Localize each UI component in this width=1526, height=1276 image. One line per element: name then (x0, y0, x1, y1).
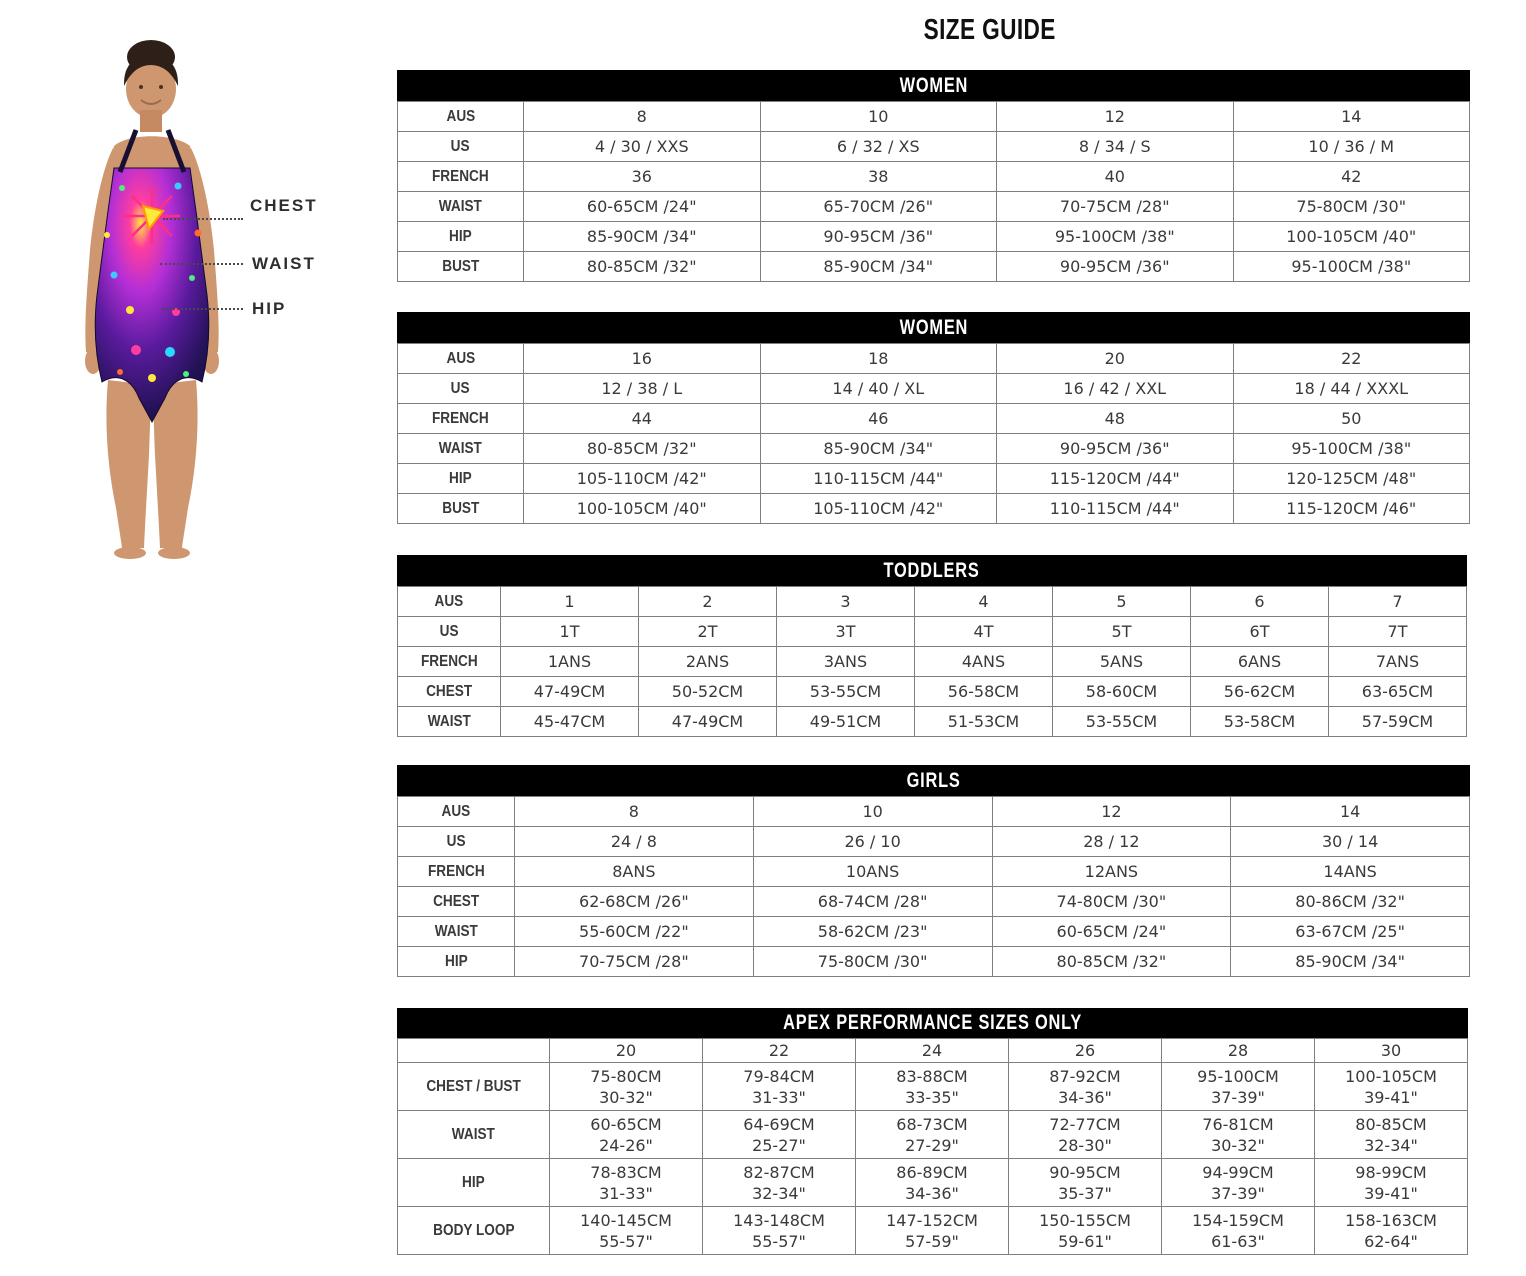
table-row (398, 132, 1470, 162)
size-cell: 36 (524, 162, 761, 192)
size-cell: 86-89CM 34-36" (856, 1159, 1009, 1207)
waist-label: WAIST (252, 254, 316, 273)
table-row (398, 1111, 1468, 1159)
size-cell: 140-145CM 55-57" (550, 1207, 703, 1255)
size-cell: 79-84CM 31-33" (703, 1063, 856, 1111)
size-cell: 12 / 38 / L (524, 374, 761, 404)
table-row (398, 464, 1470, 494)
size-cell: 53-55CM (777, 677, 915, 707)
model-photo (10, 30, 390, 565)
size-cell: 1T (501, 617, 639, 647)
size-cell: 38 (760, 162, 997, 192)
size-cell: 48 (997, 404, 1234, 434)
table-row (398, 1159, 1468, 1207)
size-cell: 4 (915, 587, 1053, 617)
size-cell: 110-115CM /44" (760, 464, 997, 494)
table-header: WOMEN (397, 312, 1470, 343)
size-cell: 8 (515, 797, 754, 827)
size-cell: 105-110CM /42" (524, 464, 761, 494)
row-label: AUS (398, 102, 524, 132)
size-cell: 70-75CM /28" (997, 192, 1234, 222)
row-label: BODY LOOP (398, 1207, 550, 1255)
size-cell: 1 (501, 587, 639, 617)
size-cell: 22 (703, 1039, 856, 1063)
size-cell: 50-52CM (639, 677, 777, 707)
size-cell: 6 / 32 / XS (760, 132, 997, 162)
size-cell: 5T (1053, 617, 1191, 647)
size-table-women-8-14 (397, 70, 1470, 282)
size-cell: 63-65CM (1329, 677, 1467, 707)
size-cell: 60-65CM 24-26" (550, 1111, 703, 1159)
size-cell: 55-60CM /22" (515, 917, 754, 947)
size-cell: 6ANS (1191, 647, 1329, 677)
size-cell: 47-49CM (501, 677, 639, 707)
size-cell: 18 (760, 344, 997, 374)
chest-leader-line (163, 218, 243, 220)
size-cell: 100-105CM /40" (524, 494, 761, 524)
size-cell: 18 / 44 / XXXL (1233, 374, 1470, 404)
size-cell: 28 / 12 (992, 827, 1231, 857)
table-row (398, 587, 1467, 617)
table-row (398, 887, 1470, 917)
size-cell: 94-99CM 37-39" (1162, 1159, 1315, 1207)
size-cell: 83-88CM 33-35" (856, 1063, 1009, 1111)
size-cell: 30 (1315, 1039, 1468, 1063)
size-cell: 70-75CM /28" (515, 947, 754, 977)
size-cell: 80-85CM /32" (524, 434, 761, 464)
row-label: AUS (398, 344, 524, 374)
table-row (398, 222, 1470, 252)
size-cell: 64-69CM 25-27" (703, 1111, 856, 1159)
table-row (398, 434, 1470, 464)
row-label: HIP (398, 222, 524, 252)
size-cell: 90-95CM 35-37" (1009, 1159, 1162, 1207)
table-row (398, 917, 1470, 947)
table-row (398, 252, 1470, 282)
size-cell: 10ANS (753, 857, 992, 887)
row-label: US (398, 827, 515, 857)
size-cell: 72-77CM 28-30" (1009, 1111, 1162, 1159)
size-cell: 10 (760, 102, 997, 132)
size-cell: 85-90CM /34" (760, 434, 997, 464)
table-row (398, 494, 1470, 524)
size-cell: 30 / 14 (1231, 827, 1470, 857)
size-cell: 26 (1009, 1039, 1162, 1063)
page-title: SIZE GUIDE (923, 14, 1057, 46)
size-cell: 7T (1329, 617, 1467, 647)
size-cell: 147-152CM 57-59" (856, 1207, 1009, 1255)
size-cell: 12 (997, 102, 1234, 132)
size-cell: 120-125CM /48" (1233, 464, 1470, 494)
size-cell: 60-65CM /24" (524, 192, 761, 222)
size-cell: 100-105CM 39-41" (1315, 1063, 1468, 1111)
size-cell: 74-80CM /30" (992, 887, 1231, 917)
row-label: BUST (398, 494, 524, 524)
size-cell: 49-51CM (777, 707, 915, 737)
table-row (398, 162, 1470, 192)
table-row (398, 1207, 1468, 1255)
size-cell: 4T (915, 617, 1053, 647)
size-cell: 75-80CM 30-32" (550, 1063, 703, 1111)
row-label: WAIST (398, 707, 501, 737)
size-cell: 80-85CM /32" (992, 947, 1231, 977)
size-cell: 6T (1191, 617, 1329, 647)
size-cell: 10 / 36 / M (1233, 132, 1470, 162)
size-cell: 80-85CM 32-34" (1315, 1111, 1468, 1159)
size-cell: 42 (1233, 162, 1470, 192)
table-row (398, 677, 1467, 707)
table-row (398, 374, 1470, 404)
size-cell: 95-100CM /38" (1233, 434, 1470, 464)
size-cell: 85-90CM /34" (524, 222, 761, 252)
row-label: FRENCH (398, 647, 501, 677)
table-row (398, 102, 1470, 132)
table-header: APEX PERFORMANCE SIZES ONLY (397, 1008, 1468, 1038)
size-cell: 68-73CM 27-29" (856, 1111, 1009, 1159)
size-cell: 75-80CM /30" (753, 947, 992, 977)
size-grid (397, 1038, 1468, 1255)
size-cell: 154-159CM 61-63" (1162, 1207, 1315, 1255)
size-cell: 56-58CM (915, 677, 1053, 707)
table-row (398, 947, 1470, 977)
size-cell: 14 / 40 / XL (760, 374, 997, 404)
size-cell: 82-87CM 32-34" (703, 1159, 856, 1207)
table-row (398, 857, 1470, 887)
size-cell: 46 (760, 404, 997, 434)
table-row (398, 617, 1467, 647)
row-label: HIP (398, 464, 524, 494)
size-cell: 90-95CM /36" (760, 222, 997, 252)
waist-leader-line (160, 263, 243, 265)
row-label: FRENCH (398, 857, 515, 887)
size-cell: 16 (524, 344, 761, 374)
size-cell: 14 (1231, 797, 1470, 827)
size-cell: 110-115CM /44" (997, 494, 1234, 524)
row-label: WAIST (398, 1111, 550, 1159)
table-row (398, 404, 1470, 434)
size-cell: 47-49CM (639, 707, 777, 737)
table-row (398, 1063, 1468, 1111)
size-cell: 90-95CM /36" (997, 434, 1234, 464)
size-cell: 65-70CM /26" (760, 192, 997, 222)
size-cell: 2 (639, 587, 777, 617)
row-label: CHEST (398, 677, 501, 707)
size-cell: 14 (1233, 102, 1470, 132)
size-cell: 53-58CM (1191, 707, 1329, 737)
size-cell: 95-100CM /38" (997, 222, 1234, 252)
size-cell: 150-155CM 59-61" (1009, 1207, 1162, 1255)
size-cell: 57-59CM (1329, 707, 1467, 737)
size-cell: 58-60CM (1053, 677, 1191, 707)
size-cell: 7ANS (1329, 647, 1467, 677)
table-row (398, 647, 1467, 677)
row-label: WAIST (398, 434, 524, 464)
row-label: US (398, 374, 524, 404)
row-label: CHEST (398, 887, 515, 917)
size-cell: 100-105CM /40" (1233, 222, 1470, 252)
size-cell: 4 / 30 / XXS (524, 132, 761, 162)
table-row (398, 707, 1467, 737)
size-cell: 3 (777, 587, 915, 617)
row-label: AUS (398, 797, 515, 827)
size-cell: 24 / 8 (515, 827, 754, 857)
size-cell: 14ANS (1231, 857, 1470, 887)
size-cell: 1ANS (501, 647, 639, 677)
row-label: FRENCH (398, 162, 524, 192)
size-cell: 5ANS (1053, 647, 1191, 677)
size-cell: 90-95CM /36" (997, 252, 1234, 282)
hip-leader-line (162, 308, 243, 310)
size-cell: 26 / 10 (753, 827, 992, 857)
size-cell: 20 (997, 344, 1234, 374)
row-label: US (398, 617, 501, 647)
size-cell: 143-148CM 55-57" (703, 1207, 856, 1255)
table-row (398, 192, 1470, 222)
row-label (398, 1039, 550, 1063)
table-row (398, 1039, 1468, 1063)
size-grid (397, 586, 1467, 737)
row-label: WAIST (398, 192, 524, 222)
size-cell: 158-163CM 62-64" (1315, 1207, 1468, 1255)
row-label: US (398, 132, 524, 162)
size-cell: 60-65CM /24" (992, 917, 1231, 947)
chest-label: CHEST (250, 196, 318, 215)
table-row (398, 344, 1470, 374)
size-cell: 3T (777, 617, 915, 647)
size-cell: 51-53CM (915, 707, 1053, 737)
size-cell: 2T (639, 617, 777, 647)
size-cell: 115-120CM /44" (997, 464, 1234, 494)
size-cell: 8 (524, 102, 761, 132)
size-cell: 16 / 42 / XXL (997, 374, 1234, 404)
size-cell: 2ANS (639, 647, 777, 677)
hip-label: HIP (252, 299, 287, 318)
size-cell: 10 (753, 797, 992, 827)
size-cell: 87-92CM 34-36" (1009, 1063, 1162, 1111)
size-cell: 95-100CM /38" (1233, 252, 1470, 282)
size-grid (397, 796, 1470, 977)
size-cell: 8 / 34 / S (997, 132, 1234, 162)
size-cell: 7 (1329, 587, 1467, 617)
size-cell: 12 (992, 797, 1231, 827)
size-cell: 95-100CM 37-39" (1162, 1063, 1315, 1111)
row-label: HIP (398, 947, 515, 977)
row-label: WAIST (398, 917, 515, 947)
table-header: WOMEN (397, 70, 1470, 101)
size-cell: 78-83CM 31-33" (550, 1159, 703, 1207)
size-cell: 105-110CM /42" (760, 494, 997, 524)
size-cell: 98-99CM 39-41" (1315, 1159, 1468, 1207)
row-label: CHEST / BUST (398, 1063, 550, 1111)
size-cell: 40 (997, 162, 1234, 192)
size-cell: 80-85CM /32" (524, 252, 761, 282)
size-table-apex-performance (397, 1008, 1468, 1255)
swimsuit-model-illustration (10, 30, 390, 565)
size-cell: 8ANS (515, 857, 754, 887)
size-cell: 56-62CM (1191, 677, 1329, 707)
size-cell: 63-67CM /25" (1231, 917, 1470, 947)
size-cell: 85-90CM /34" (1231, 947, 1470, 977)
size-cell: 68-74CM /28" (753, 887, 992, 917)
size-cell: 4ANS (915, 647, 1053, 677)
table-header: GIRLS (397, 765, 1470, 796)
size-grid (397, 343, 1470, 524)
size-cell: 76-81CM 30-32" (1162, 1111, 1315, 1159)
size-cell: 80-86CM /32" (1231, 887, 1470, 917)
size-grid (397, 101, 1470, 282)
size-cell: 115-120CM /46" (1233, 494, 1470, 524)
size-cell: 24 (856, 1039, 1009, 1063)
size-cell: 6 (1191, 587, 1329, 617)
size-cell: 45-47CM (501, 707, 639, 737)
size-cell: 75-80CM /30" (1233, 192, 1470, 222)
size-cell: 12ANS (992, 857, 1231, 887)
row-label: FRENCH (398, 404, 524, 434)
row-label: HIP (398, 1159, 550, 1207)
size-table-women-16-22 (397, 312, 1470, 524)
table-row (398, 827, 1470, 857)
size-cell: 3ANS (777, 647, 915, 677)
size-cell: 22 (1233, 344, 1470, 374)
size-cell: 53-55CM (1053, 707, 1191, 737)
size-cell: 44 (524, 404, 761, 434)
row-label: AUS (398, 587, 501, 617)
table-header: TODDLERS (397, 555, 1467, 586)
table-row (398, 797, 1470, 827)
size-table-toddlers (397, 555, 1467, 737)
size-cell: 62-68CM /26" (515, 887, 754, 917)
row-label: BUST (398, 252, 524, 282)
size-cell: 5 (1053, 587, 1191, 617)
size-cell: 50 (1233, 404, 1470, 434)
size-cell: 58-62CM /23" (753, 917, 992, 947)
size-cell: 85-90CM /34" (760, 252, 997, 282)
size-cell: 20 (550, 1039, 703, 1063)
size-table-girls (397, 765, 1470, 977)
size-cell: 28 (1162, 1039, 1315, 1063)
